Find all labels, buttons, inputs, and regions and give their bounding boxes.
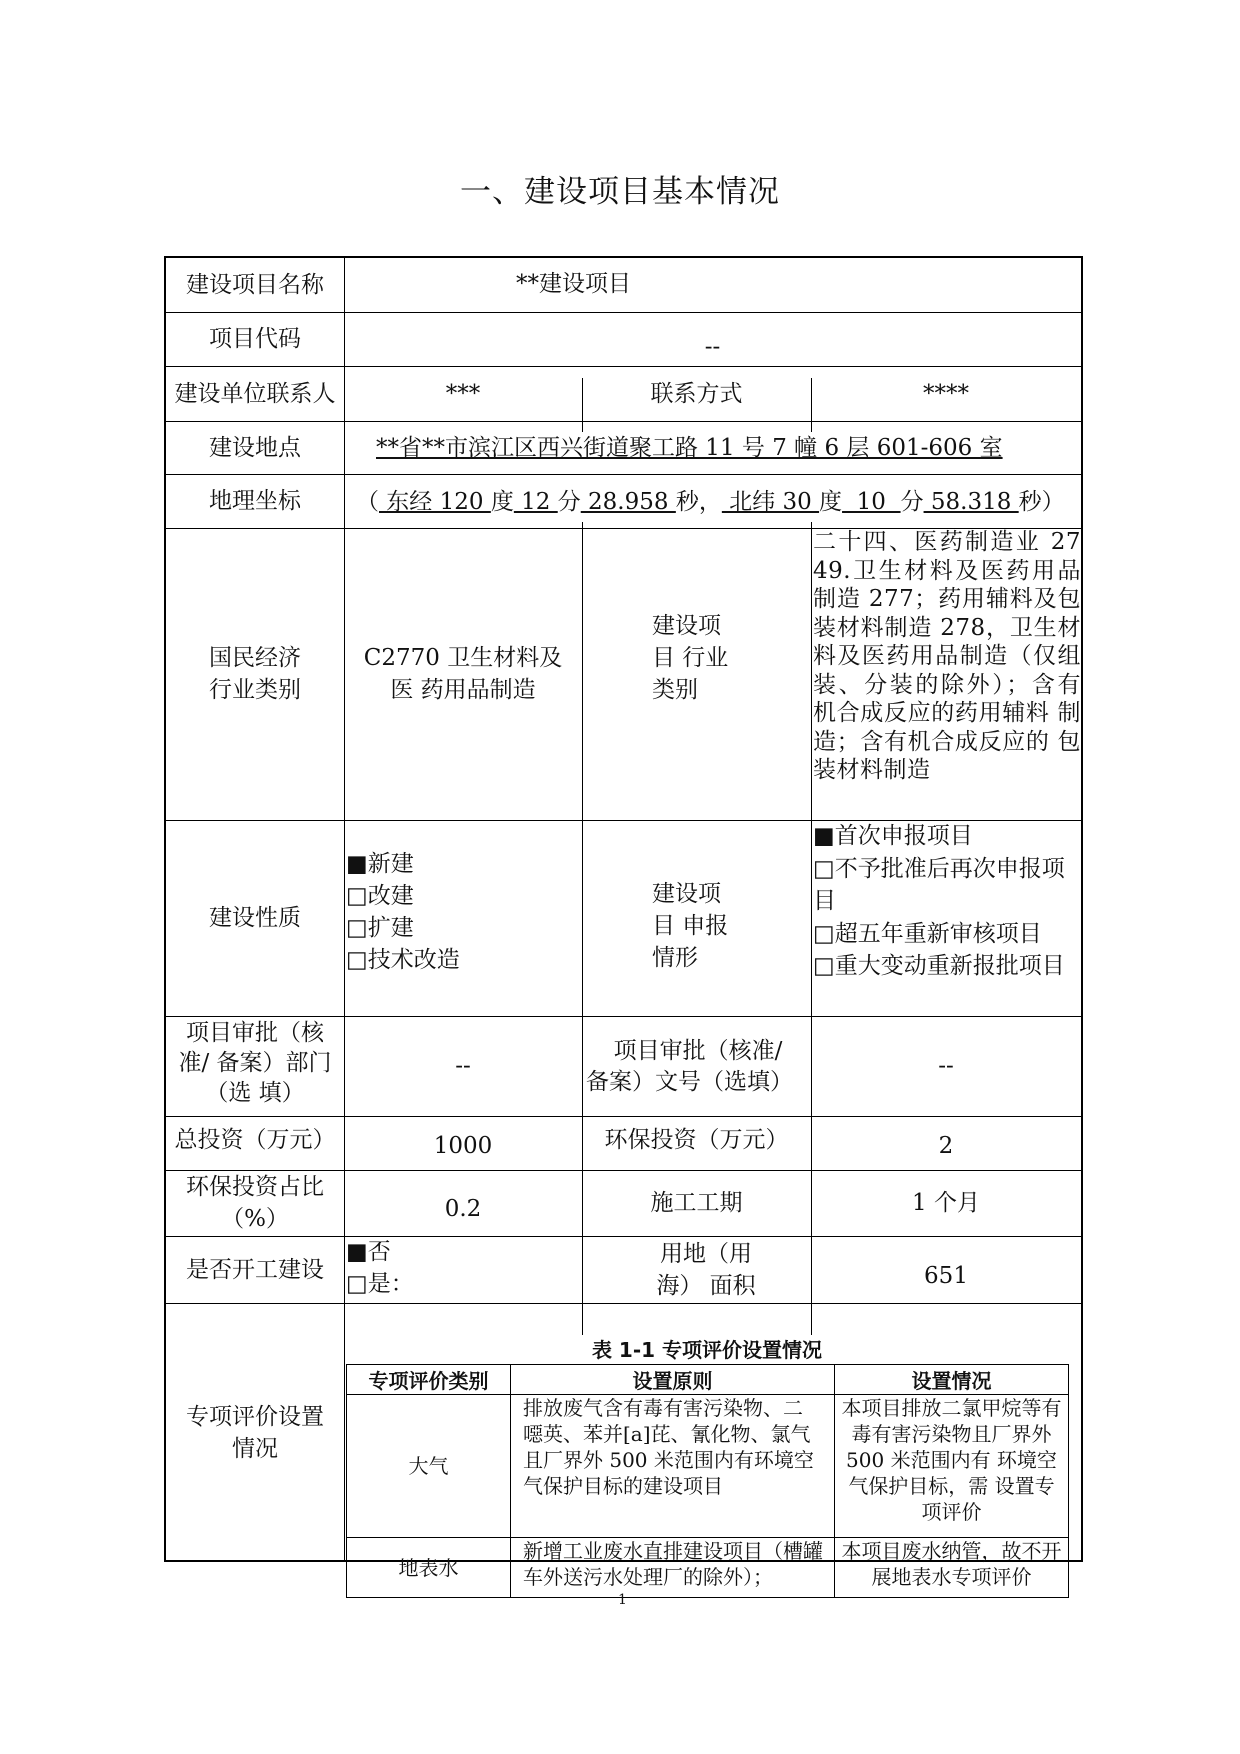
- contact-person-value: ***: [445, 380, 481, 407]
- nature-label: 建设性质: [209, 905, 301, 931]
- approval-number-value: --: [938, 1053, 954, 1079]
- env-ratio-label: 环保投资占比 （%）: [186, 1174, 324, 1232]
- project-industry-label: 建设项 目 行业 类别: [652, 613, 729, 703]
- construction-period-value: 1 个月: [912, 1190, 980, 1216]
- header-category: 专项评价类别: [347, 1365, 511, 1395]
- land-area-value: 651: [924, 1262, 968, 1289]
- row-water-principle: 新增工业废水直排建设项目（槽罐车外送污水处理厂的除外）；: [511, 1538, 835, 1598]
- declaration-options: ■首次申报项目 □不予批准后再次申报项目 □超五年重新审核项目 □重大变动重新报批项目: [813, 823, 1065, 979]
- location-label: 建设地点: [209, 434, 301, 461]
- page-title: 一、建设项目基本情况: [460, 174, 780, 210]
- nature-options: ■新建 □改建 □扩建 □技术改造: [346, 851, 460, 973]
- contact-person-label: 建设单位联系人: [174, 380, 336, 407]
- project-code-label: 项目代码: [209, 326, 301, 352]
- env-investment-value: 2: [938, 1133, 954, 1159]
- approval-number-label: 项目审批（核准/ 备案）文号（选填）: [586, 1038, 793, 1095]
- env-ratio-value: 0.2: [444, 1196, 482, 1222]
- approval-dept-value: --: [455, 1053, 471, 1079]
- coordinates-label: 地理坐标: [209, 488, 301, 514]
- row-water-status: 本项目废水纳管，故不开展地表水专项评价: [835, 1538, 1069, 1598]
- project-code-value: --: [704, 334, 721, 360]
- project-name-value: **建设项目: [516, 271, 631, 297]
- location-value: **省**市滨江区西兴街道聚工路 11 号 7 幢 6 层 601-606 室: [376, 435, 1003, 461]
- started-label: 是否开工建设: [186, 1256, 324, 1283]
- approval-dept-label: 项目审批（核准/ 备案）部门（选 填）: [178, 1020, 332, 1106]
- land-area-label: 用地（用 海） 面积: [656, 1241, 756, 1299]
- industry-value: C2770 卫生材料及 医 药用品制造: [363, 645, 563, 703]
- special-eval-label: 专项评价设置 情况: [186, 1403, 324, 1462]
- started-options: ■否 □是：: [346, 1239, 414, 1297]
- page-number: 1: [618, 1592, 627, 1608]
- total-investment-label: 总投资（万元）: [174, 1127, 336, 1153]
- coordinates-value: （ 东经 120 度 12 分 28.958 秒， 北纬 30 度 10 分 58.318 秒）: [356, 489, 1065, 515]
- row-air-category: 大气: [347, 1395, 511, 1538]
- subtable-caption: 表 1-1 专项评价设置情况: [591, 1338, 823, 1362]
- contact-method-value: ****: [923, 380, 969, 407]
- row-air-status: 本项目排放二氯甲烷等有毒有害污染物且厂界外 500 米范围内有 环境空气保护目标，需 设置专项评价: [835, 1395, 1069, 1538]
- project-name-label: 建设项目名称: [186, 272, 324, 298]
- construction-period-label: 施工工期: [650, 1190, 743, 1216]
- project-industry-value: 二十四、医药制造业 27 49.卫生材料及医药用品制造 277；药用辅料及包 装材料制造 278，卫生材 料及医药用品制造（仅组 装、分装的除外）；含有 机合成反应的药用辅料 制造；含有机合成反应的 包装材料制造: [813, 529, 1081, 783]
- contact-method-label: 联系方式: [650, 380, 743, 407]
- project-info-table: [164, 256, 1083, 1589]
- declaration-label: 建设项 目 申报 情形: [652, 881, 729, 971]
- header-principle: 设置原则: [511, 1365, 835, 1395]
- total-investment-value: 1000: [433, 1133, 493, 1159]
- row-water-category: 地表水: [347, 1538, 511, 1598]
- env-investment-label: 环保投资（万元）: [604, 1127, 789, 1153]
- row-air-principle: 排放废气含有毒有害污染物、二 噁英、苯并[a]芘、氰化物、氯气 且厂界外 500 米范围内有环境空 气保护目标的建设项目: [511, 1395, 835, 1538]
- special-eval-subtable: [346, 1336, 1068, 1589]
- header-status: 设置情况: [835, 1365, 1069, 1395]
- industry-label: 国民经济 行业类别: [209, 645, 301, 703]
